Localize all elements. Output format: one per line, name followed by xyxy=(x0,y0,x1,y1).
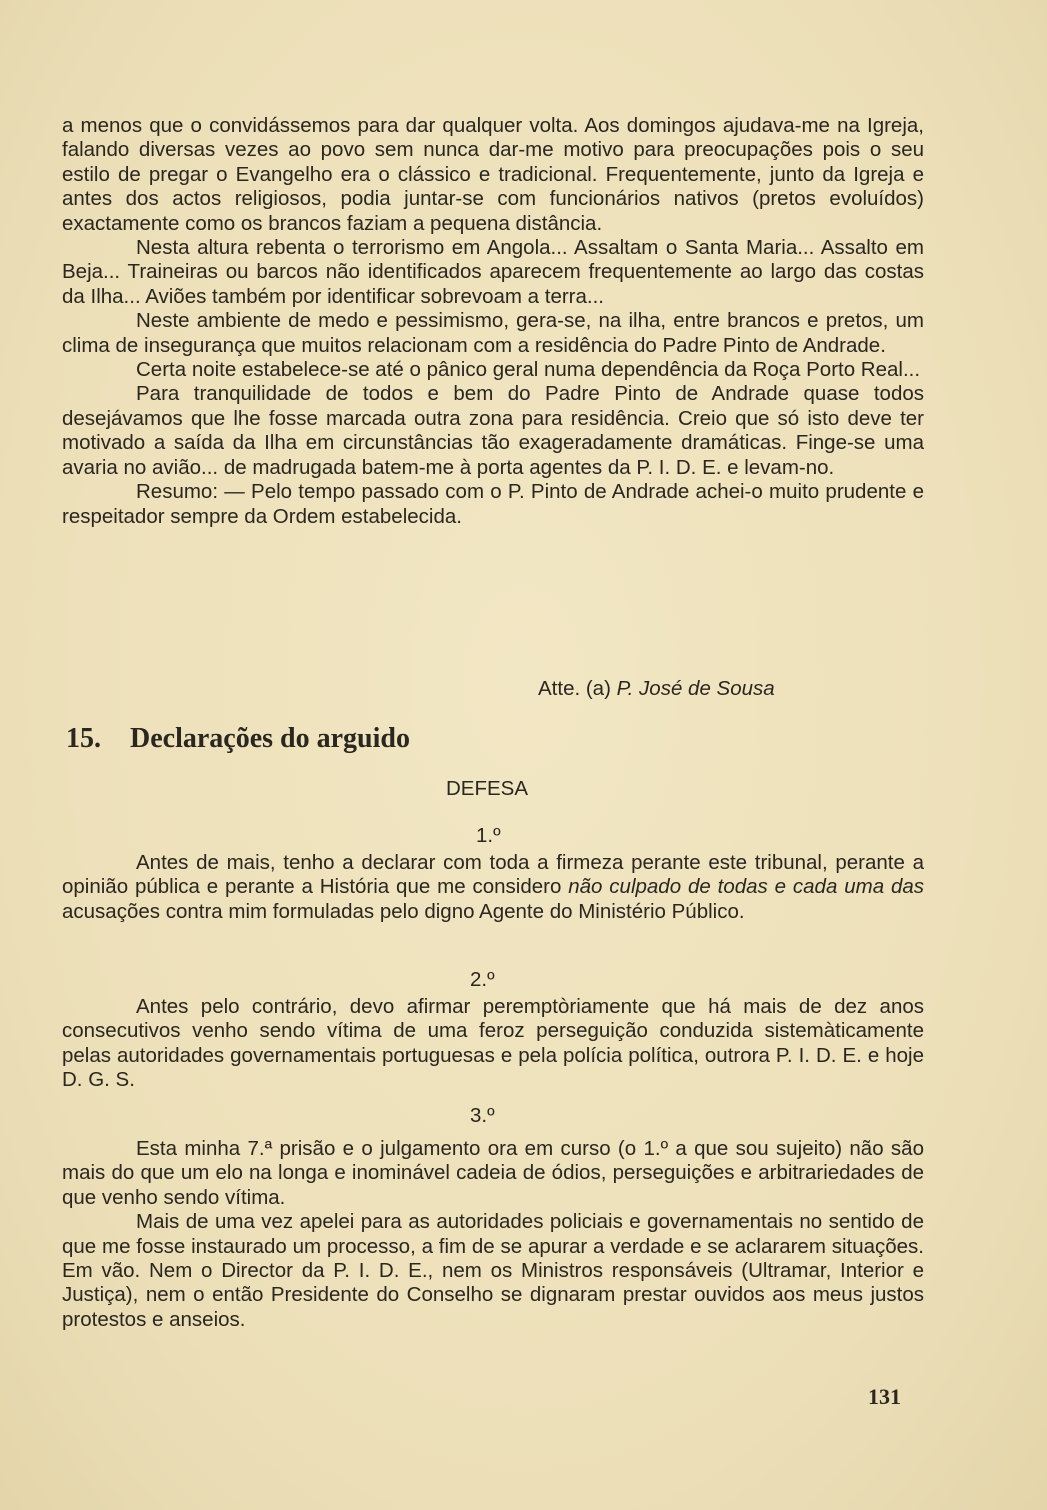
signature-name: P. José de Sousa xyxy=(616,677,775,700)
signature-prefix: Atte. (a) xyxy=(538,677,611,700)
article-2 xyxy=(62,995,924,1093)
page-number: 131 xyxy=(868,1384,901,1409)
article-number: 1.º xyxy=(476,824,501,847)
paragraph: Mais de uma vez apelei para as autoridades policiais e governamentais no sentido de que me fosse instaurado um processo, a fim de se apurar a verdade e se aclararem situações. Em vão. Nem o Director da P. I. D. E., nem os Ministros responsáveis (Ultramar, Interior e Justiça), nem o então Presidente do Conselho se dignaram prestar ouvidos aos meus justos protestos e anseios. xyxy=(62,1210,924,1331)
continued-testimony xyxy=(62,114,924,529)
section-heading xyxy=(66,722,410,756)
paragraph: Nesta altura rebenta o terrorismo em Angola... Assaltam o Santa Maria... Assalto em Beja... Traineiras ou barcos não identificados aparecem frequentemente ao largo das costas da Ilha... Aviões também por identificar sobrevoam a terra... xyxy=(62,236,924,308)
article-emphasis: não culpado de todas e cada uma das xyxy=(568,875,925,899)
paragraph xyxy=(62,851,924,924)
article-number: 3.º xyxy=(470,1104,495,1127)
article-1 xyxy=(62,851,924,924)
section-title: Declarações do arguido xyxy=(130,723,410,754)
paragraph: Neste ambiente de medo e pessimismo, gera-se, na ilha, entre brancos e pretos, um clima de insegurança que muitos relacionam com a residência do Padre Pinto de Andrade. xyxy=(62,309,924,357)
paragraph: Antes pelo contrário, devo afirmar peremptòriamente que há mais de dez anos consecutivos venho sendo vítima de uma feroz perseguição conduzida sistemàticamente pelas autoridades governamentais portuguesas e pela polícia política, outrora P. I. D. E. e hoje D. G. S. xyxy=(62,995,924,1092)
section-number: 15. xyxy=(66,723,101,754)
paragraph: Certa noite estabelece-se até o pânico geral numa dependência da Roça Porto Real... xyxy=(136,358,921,382)
article-number: 2.º xyxy=(470,968,495,991)
paragraph: Esta minha 7.ª prisão e o julgamento ora em curso (o 1.º a que sou sujeito) não são mais do que um elo na longa e inominável cadeia de ódios, perseguições e arbitrariedades de que venho sendo vítima. xyxy=(62,1137,924,1209)
paragraph: a menos que o convidássemos para dar qualquer volta. Aos domingos ajudava-me na Igreja, falando diversas vezes ao povo sem nunca dar-me motivo para preocupações pois o seu estilo de pregar o Evangelho era o clássico e tradicional. Frequentemente, junto da Igreja e antes dos actos religiosos, podia juntar-se com funcionários nativos (pretos evoluídos) exactamente como os brancos faziam a pequena distância. xyxy=(62,114,924,235)
paragraph: Para tranquilidade de todos e bem do Padre Pinto de Andrade quase todos desejávamos que lhe fosse marcada outra zona para residência. Creio que só isto deve ter motivado a saída da Ilha em circunstâncias tão exageradamente dramáticas. Finge-se uma avaria no avião... de madrugada batem-me à porta agentes da P. I. D. E. e levam-no. xyxy=(62,382,924,479)
signature-line xyxy=(538,677,775,701)
article-text: Antes de mais, tenho a declarar com toda a firmeza perante este tribunal, perante a opinião pública e perante a História que me considero xyxy=(62,851,924,899)
defesa-label: DEFESA xyxy=(446,777,529,800)
paragraph: Resumo: — Pelo tempo passado com o P. Pinto de Andrade achei-o muito prudente e respeitador sempre da Ordem estabelecida. xyxy=(62,480,924,528)
article-text: acusações contra mim formuladas pelo digno Agente do Ministério Público. xyxy=(62,899,745,923)
article-3 xyxy=(62,1137,924,1332)
